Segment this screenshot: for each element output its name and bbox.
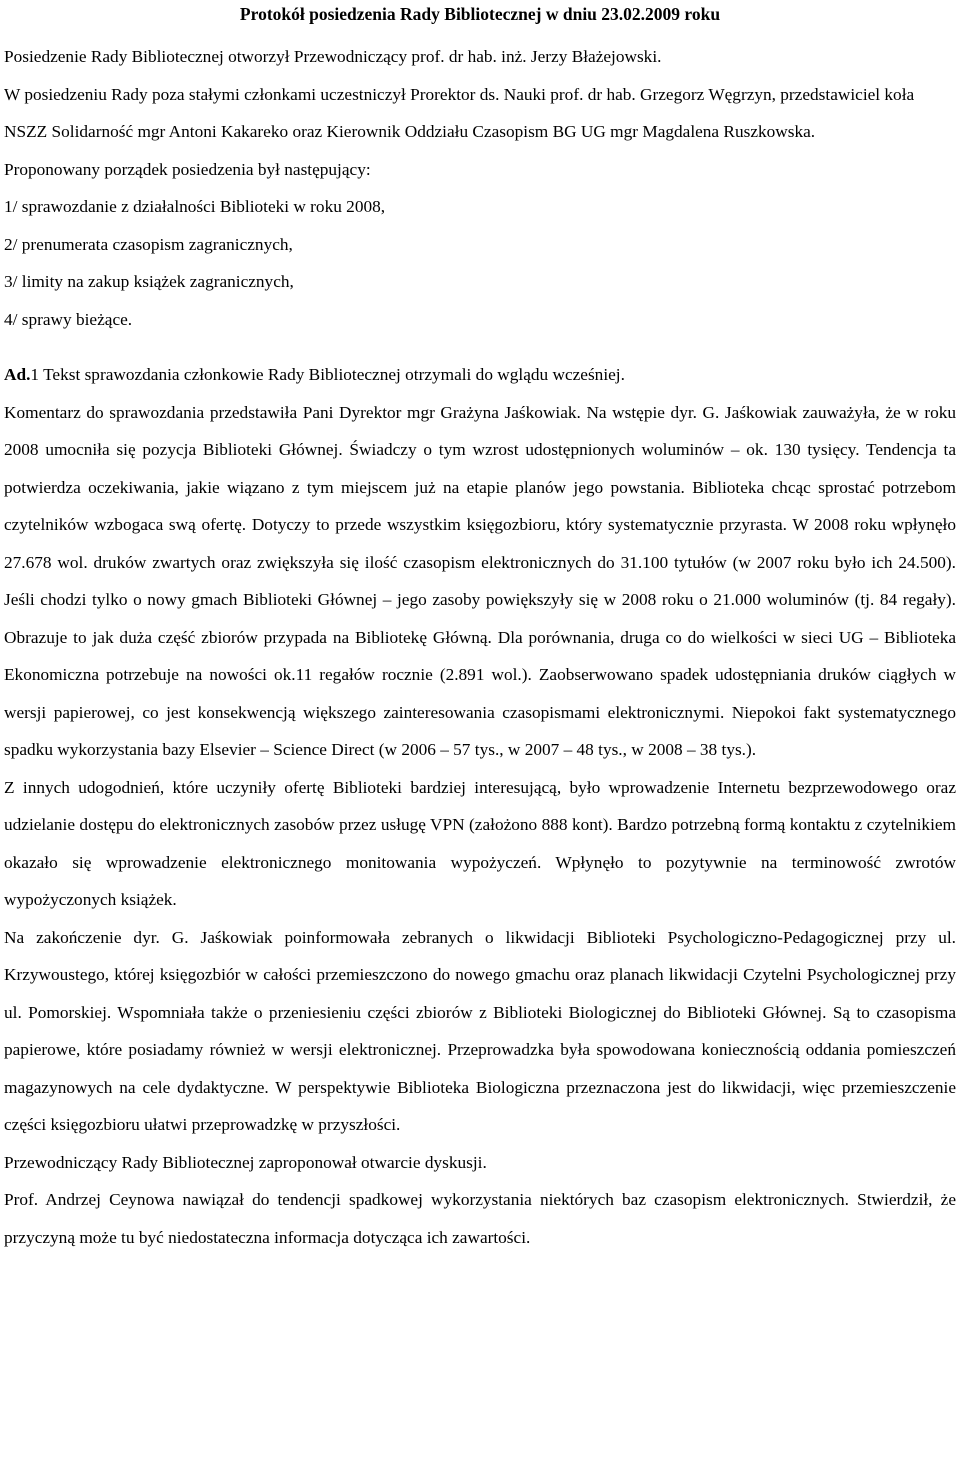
section-spacer xyxy=(4,338,956,356)
document-page xyxy=(4,0,956,1256)
agenda-heading: Proponowany porządek posiedzenia był następujący: xyxy=(4,159,371,179)
amenities-paragraph: Z innych udogodnień, które uczyniły ofertę Biblioteki bardziej interesującą, było wprowadzenie Internetu bezprzewodowego oraz udzielanie dostępu do elektronicznych zasobów przez usługę VPN (założono 888 kont). Bardzo potrzebną formą kontaktu z czytelnikiem okazało się wprowadzenie elektronicznego monitowania wypożyczeń. Wpłynęło to pozytywnie na terminowość zwrotów wypożyczonych książek. xyxy=(4,777,956,909)
closure-paragraph: Na zakończenie dyr. G. Jaśkowiak poinformowała zebranych o likwidacji Biblioteki Psychologiczno-Pedagogicznej przy ul. Krzywoustego, której księgozbiór w całości przemieszczono do nowego gmachu oraz planach likwidacji Czytelni Psychologicznej przy ul. Pomorskiej. Wspomniała także o przeniesieniu części zbiorów z Biblioteki Biologicznej do Biblioteki Głównej. Są to czasopisma papierowe, które posiadamy również w wersji elektronicznej. Przeprowadzka była spowodowana koniecznością oddania pomieszczeń magazynowych na cele dydaktyczne. W perspektywie Biblioteka Biologiczna przeznaczona jest do likwidacji, więc przemieszczenie części księgozbioru ułatwi przeprowadzkę w przyszłości. xyxy=(4,927,956,1134)
agenda-list xyxy=(4,188,956,338)
ceynowa-paragraph: Prof. Andrzej Ceynowa nawiązał do tendencji spadkowej wykorzystania niektórych baz czasopism elektronicznych. Stwierdził, że przyczyną może tu być niedostateczna informacja dotycząca ich zawartości. xyxy=(4,1190,956,1247)
report-commentary-paragraph: Komentarz do sprawozdania przedstawiła Pani Dyrektor mgr Grażyna Jaśkowiak. Na wstępie dyr. G. Jaśkowiak zauważyła, że w roku 2008 umocniła się pozycja Biblioteki Głównej. Świadczy o tym wzrost udostępnionych woluminów – ok. 130 tysięcy. Tendencja ta potwierdza oczekiwania, jakie wiązano z tym miejscem już na etapie planów jego powstania. Biblioteka chcąc sprostać potrzebom czytelników wzbogaca swą ofertę. Dotyczy to przede wszystkim księgozbioru, który systematycznie przyrasta. W 2008 roku wpłynęło 27.678 wol. druków zwartych oraz zwiększyła się ilość czasopism elektronicznych do 31.100 tytułów (w 2007 roku było ich 24.500). Jeśli chodzi tylko o nowy gmach Biblioteki Głównej – jego zasoby powiększyły się w 2008 roku o 21.000 woluminów (tj. 84 regały). Obrazuje to jak duża część zbiorów przypada na Bibliotekę Główną. Dla porównania, druga co do wielkości w sieci UG – Biblioteka Ekonomiczna potrzebuje na nowości ok.11 regałów rocznie (2.891 wol.). Zaobserwowano spadek udostępniania druków ciągłych w wersji papierowej, co jest konsekwencją większego zainteresowania czasopismami elektronicznymi. Niepokoi fakt systematycznego spadku wykorzystania bazy Elsevier – Science Direct (w 2006 – 57 tys., w 2007 – 48 tys., w 2008 – 38 tys.). xyxy=(4,402,956,759)
opening-paragraph: Posiedzenie Rady Bibliotecznej otworzył Przewodniczący prof. dr hab. inż. Jerzy Błażejowski. xyxy=(4,47,662,66)
agenda-item: 3/ limity na zakup książek zagranicznych, xyxy=(4,272,294,291)
ad-label: Ad. xyxy=(4,365,31,384)
attendees-paragraph: W posiedzeniu Rady poza stałymi członkami uczestniczył Prorektor ds. Nauki prof. dr hab. Grzegorz Węgrzyn, przedstawiciel koła NSZZ Solidarność mgr Antoni Kakareko oraz Kierownik Oddziału Czasopism BG UG mgr Magdalena Ruszkowska. xyxy=(4,84,915,141)
agenda-item: 1/ sprawozdanie z działalności Biblioteki w roku 2008, xyxy=(4,197,386,216)
ad1-first-text: 1 Tekst sprawozdania członkowie Rady Bibliotecznej otrzymali do wglądu wcześniej. xyxy=(30,365,625,384)
agenda-item: 4/ sprawy bieżące. xyxy=(4,309,133,329)
ad1-section xyxy=(4,356,956,1256)
ad1-first-paragraph xyxy=(4,356,956,394)
agenda-item: 2/ prenumerata czasopism zagranicznych, xyxy=(4,234,293,254)
discussion-paragraph: Przewodniczący Rady Bibliotecznej zaproponował otwarcie dyskusji. xyxy=(4,1152,487,1172)
intro-section xyxy=(4,38,956,338)
page-title: Protokół posiedzenia Rady Bibliotecznej w dniu 23.02.2009 roku xyxy=(239,4,721,24)
